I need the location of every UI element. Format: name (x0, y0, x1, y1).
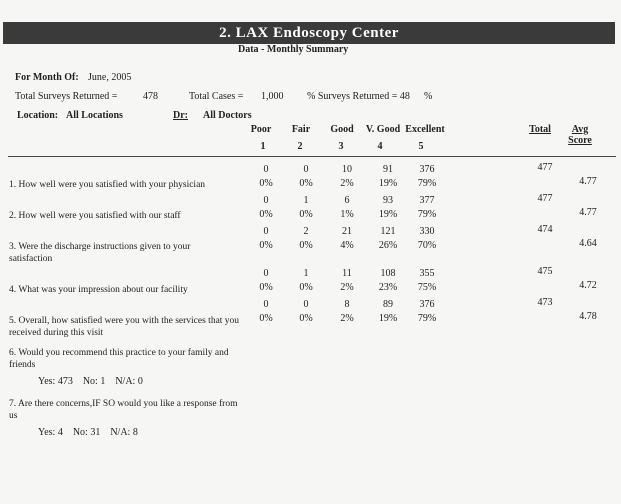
q3-pct-good: 4% (340, 240, 354, 251)
q1-count-poor: 0 (263, 164, 269, 175)
surveys-returned-label: Total Surveys Returned = (15, 91, 118, 102)
q2-count-vgood: 93 (383, 195, 393, 206)
q1-pct-good: 2% (340, 178, 354, 189)
q2-pct-poor: 0% (259, 209, 273, 220)
report-subtitle: Data - Monthly Summary (238, 44, 349, 55)
q5-count-excellent: 376 (419, 299, 435, 310)
avg-header: Avg (571, 124, 589, 135)
q1-total: 477 (537, 162, 553, 173)
q1-count-fair: 0 (303, 164, 309, 175)
q5-count-vgood: 89 (383, 299, 393, 310)
q5-pct-good: 2% (340, 313, 354, 324)
q4-pct-good: 2% (340, 282, 354, 293)
question-6: 6. Would you recommend this practice to your family and friends (9, 348, 229, 370)
q2-total: 477 (537, 193, 553, 204)
q3-pct-vgood: 26% (378, 240, 398, 251)
question-2: 2. How well were you satisfied with our staff (9, 211, 181, 221)
q1-count-excellent: 376 (419, 164, 435, 175)
q3-pct-poor: 0% (259, 240, 273, 251)
q3-pct-excellent: 70% (417, 240, 437, 251)
q3-count-vgood: 121 (380, 226, 396, 237)
q2-avg: 4.77 (579, 207, 597, 218)
q4-count-excellent: 355 (419, 268, 435, 279)
col-header-good: Good (330, 124, 354, 135)
question-3: 3. Were the discharge instructions given to your satisfaction (9, 242, 191, 264)
q3-count-good: 21 (342, 226, 352, 237)
q1-pct-poor: 0% (259, 178, 273, 189)
q3-avg: 4.64 (579, 238, 597, 249)
q2-pct-excellent: 79% (417, 209, 437, 220)
q2-count-fair: 1 (303, 195, 309, 206)
total-cases-value: 1,000 (261, 91, 284, 102)
month-label: For Month Of: (15, 72, 79, 83)
col-score-4: 4 (377, 141, 383, 152)
q2-count-good: 6 (344, 195, 350, 206)
q5-total: 473 (537, 297, 553, 308)
q5-pct-poor: 0% (259, 313, 273, 324)
month-value: June, 2005 (88, 72, 132, 83)
q4-avg: 4.72 (579, 280, 597, 291)
q5-pct-fair: 0% (299, 313, 313, 324)
q5-pct-vgood: 19% (378, 313, 398, 324)
col-score-2: 2 (297, 141, 303, 152)
question-6-answers: Yes: 473 No: 1 N/A: 0 (38, 376, 143, 387)
q1-count-good: 10 (342, 164, 352, 175)
doctor-label: Dr: (173, 110, 188, 121)
q2-count-poor: 0 (263, 195, 269, 206)
location-value: All Locations (66, 110, 123, 121)
q3-pct-fair: 0% (299, 240, 313, 251)
q1-pct-fair: 0% (299, 178, 313, 189)
q5-avg: 4.78 (579, 311, 597, 322)
q4-pct-vgood: 23% (378, 282, 398, 293)
q5-count-poor: 0 (263, 299, 269, 310)
q2-pct-vgood: 19% (378, 209, 398, 220)
question-4: 4. What was your impression about our facility (9, 285, 188, 295)
q4-pct-poor: 0% (259, 282, 273, 293)
question-7: 7. Are there concerns,IF SO would you like a response from us (9, 399, 238, 421)
q2-pct-fair: 0% (299, 209, 313, 220)
surveys-returned-value: 478 (143, 91, 158, 102)
report-title: 2. LAX Endoscopy Center (3, 22, 615, 44)
q2-pct-good: 1% (340, 209, 354, 220)
total-header: Total (529, 124, 551, 135)
col-header-poor: Poor (250, 124, 272, 135)
total-cases-label: Total Cases = (189, 91, 244, 102)
q1-pct-vgood: 19% (378, 178, 398, 189)
q4-count-good: 11 (342, 268, 352, 279)
q3-count-poor: 0 (263, 226, 269, 237)
col-score-1: 1 (260, 141, 266, 152)
q4-pct-excellent: 75% (417, 282, 437, 293)
q3-total: 474 (537, 224, 553, 235)
q3-count-excellent: 330 (419, 226, 435, 237)
col-score-3: 3 (338, 141, 344, 152)
col-header-fair: Fair (291, 124, 311, 135)
col-header-excellent: Excellent (405, 124, 445, 135)
col-header-vgood: V. Good (365, 124, 401, 135)
pct-returned-unit: % (424, 91, 433, 102)
q1-pct-excellent: 79% (417, 178, 437, 189)
pct-returned-label: % Surveys Returned = 48 (307, 91, 410, 102)
doctor-value: All Doctors (203, 110, 252, 121)
q5-count-good: 8 (344, 299, 350, 310)
q4-total: 475 (537, 266, 553, 277)
q4-count-fair: 1 (303, 268, 309, 279)
q2-count-excellent: 377 (419, 195, 435, 206)
q5-pct-excellent: 79% (417, 313, 437, 324)
score-header: Score (568, 135, 592, 146)
q5-count-fair: 0 (303, 299, 309, 310)
header-divider (8, 156, 616, 157)
location-label: Location: (17, 110, 59, 121)
question-5: 5. Overall, how satisfied were you with the services that you received during this visit (9, 316, 240, 338)
q4-count-vgood: 108 (380, 268, 396, 279)
question-7-answers: Yes: 4 No: 31 N/A: 8 (38, 427, 138, 438)
q1-count-vgood: 91 (383, 164, 393, 175)
q3-count-fair: 2 (303, 226, 309, 237)
q4-count-poor: 0 (263, 268, 269, 279)
q1-avg: 4.77 (579, 176, 597, 187)
col-score-5: 5 (418, 141, 424, 152)
question-1: 1. How well were you satisfied with your physician (9, 180, 206, 190)
q4-pct-fair: 0% (299, 282, 313, 293)
